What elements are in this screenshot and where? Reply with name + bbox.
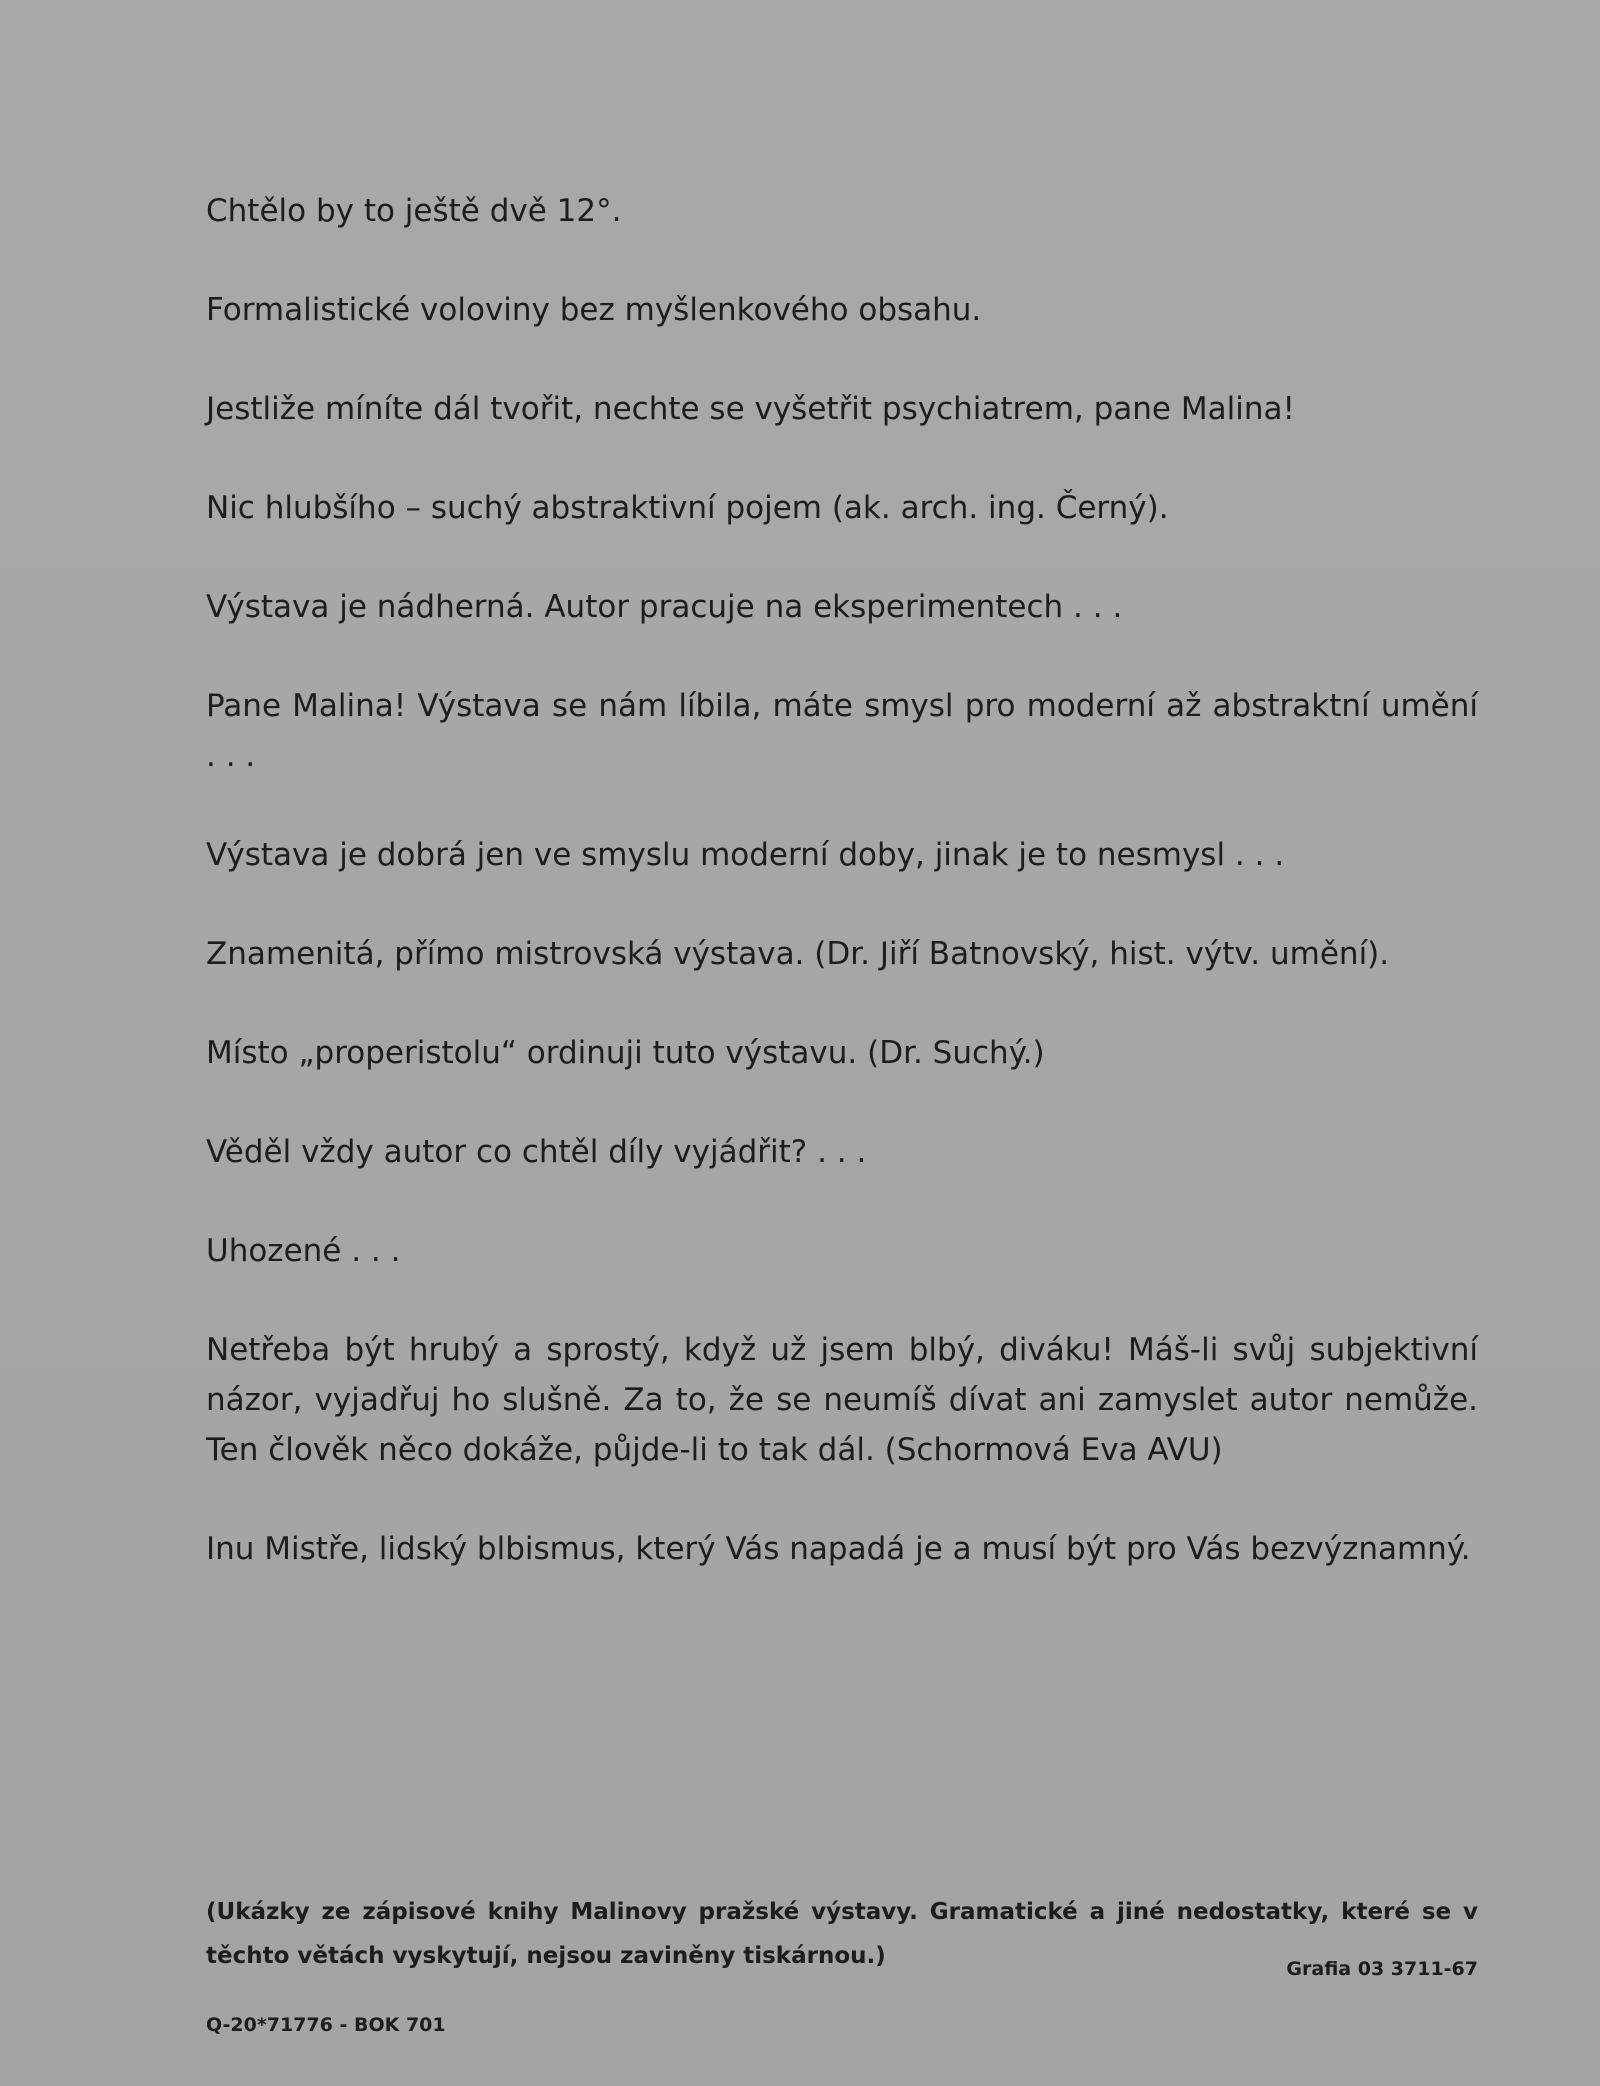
- quote: Věděl vždy autor co chtěl díly vyjádřit? . . .: [206, 1134, 867, 1170]
- quote: Netřeba být hrubý a sprostý, když už jsem blbý, diváku! Máš-li svůj subjektivní názor, vyjadřuj ho slušně. Za to, že se neumíš dívat ani zamyslet autor nemůže. Ten člověk něco dokáže, půjde-li to tak dál. (Schormová Eva AVU): [206, 1332, 1478, 1468]
- quote: Nic hlubšího – suchý abstraktivní pojem (ak. arch. ing. Černý).: [206, 490, 1169, 526]
- quote: Místo „properistolu“ ordinuji tuto výstavu. (Dr. Suchý.): [206, 1035, 1045, 1071]
- quote: Uhozené . . .: [206, 1233, 401, 1269]
- guestbook-quotes: [206, 186, 1478, 1623]
- quote: Znamenitá, přímo mistrovská výstava. (Dr. Jiří Batnovský, hist. výtv. umění).: [206, 936, 1390, 972]
- quote: Formalistické voloviny bez myšlenkového obsahu.: [206, 292, 982, 328]
- quote: Jestliže míníte dál tvořit, nechte se vyšetřit psychiatrem, pane Malina!: [206, 391, 1295, 427]
- quote: Výstava je dobrá jen ve smyslu moderní doby, jinak je to nesmysl . . .: [206, 837, 1285, 873]
- quote: Chtělo by to ještě dvě 12°.: [206, 193, 622, 229]
- publication-code: Q-20*71776 - BOK 701: [206, 2014, 446, 2036]
- quote: Výstava je nádherná. Autor pracuje na eksperimentech . . .: [206, 589, 1123, 625]
- footnote: (Ukázky ze zápisové knihy Malinovy pražské výstavy. Gramatické a jiné nedostatky, které se v těchto větách vyskytují, nejsou zaviněny tiskárnou.): [206, 1899, 1478, 1969]
- printer-mark: Grafia 03 3711-67: [1286, 1958, 1478, 1980]
- quote: Pane Malina! Výstava se nám líbila, máte smysl pro moderní až abstraktní umění . . .: [206, 688, 1478, 774]
- quote: Inu Mistře, lidský blbismus, který Vás napadá je a musí být pro Vás bezvýznamný.: [206, 1531, 1471, 1567]
